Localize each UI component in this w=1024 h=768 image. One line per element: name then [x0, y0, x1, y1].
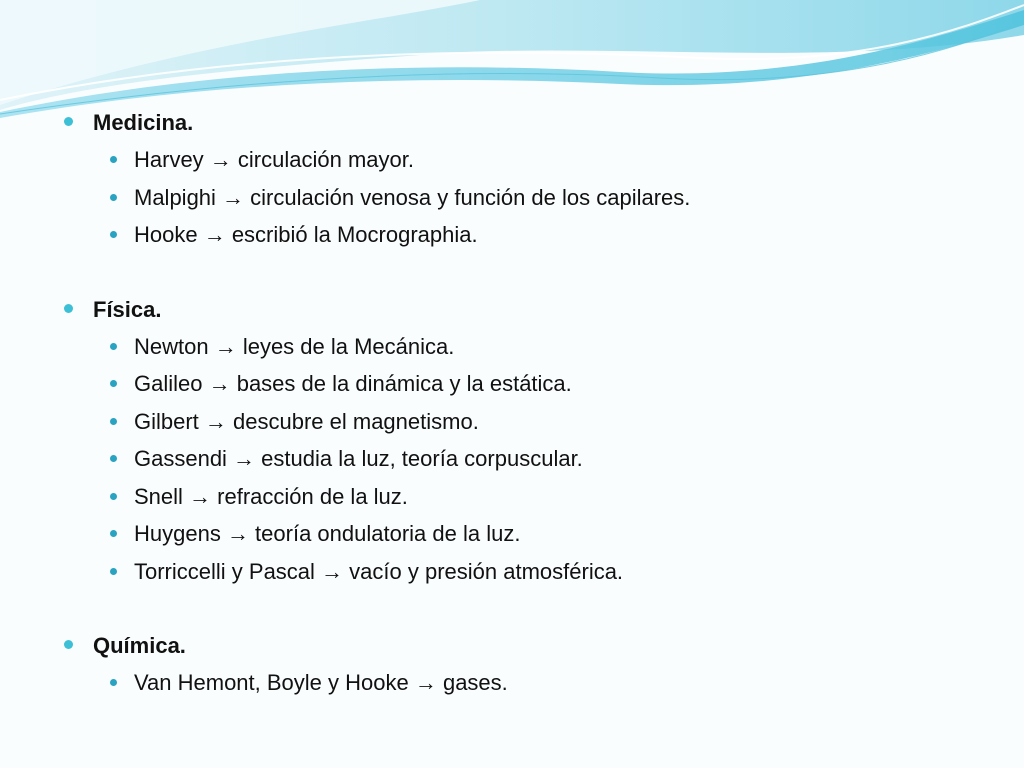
item-text: Harvey → circulación mayor. — [134, 147, 414, 172]
section-fisica — [62, 291, 1002, 591]
bullet-icon — [110, 530, 117, 537]
bullet-icon — [110, 418, 117, 425]
heading-text: Medicina. — [93, 110, 194, 135]
list-item — [62, 403, 1002, 441]
list-item — [62, 440, 1002, 478]
list-item — [62, 179, 1002, 217]
bullet-icon — [64, 640, 73, 649]
list-item — [62, 141, 1002, 179]
list-item — [62, 328, 1002, 366]
item-text: Gilbert → descubre el magnetismo. — [134, 408, 479, 434]
item-text: Malpighi → circulación venosa y función de los capilares. — [134, 184, 691, 210]
bullet-icon — [110, 231, 117, 238]
section-quimica — [62, 627, 1002, 702]
bullet-icon — [110, 568, 117, 575]
item-text: Newton → leyes de la Mecánica. — [134, 333, 455, 359]
item-text: Gassendi → estudia la luz, teoría corpuscular. — [134, 446, 583, 471]
item-text: Snell → refracción de la luz. — [134, 483, 408, 509]
heading-text: Química. — [93, 633, 186, 658]
item-text: Hooke → escribió la Mocrographia. — [134, 222, 478, 247]
bullet-icon — [110, 493, 117, 500]
slide-content — [62, 104, 1002, 739]
bullet-icon — [110, 156, 117, 163]
section-heading — [62, 627, 1002, 664]
heading-text: Física. — [93, 296, 162, 322]
bullet-icon — [64, 117, 73, 126]
section-heading — [62, 291, 1002, 328]
bullet-icon — [64, 304, 73, 313]
list-item — [62, 553, 1002, 591]
item-text: Torriccelli y Pascal → vacío y presión atmosférica. — [134, 558, 624, 584]
list-item — [62, 216, 1002, 254]
bullet-icon — [110, 455, 117, 462]
bullet-icon — [110, 343, 117, 350]
bullet-icon — [110, 679, 117, 686]
list-item — [62, 365, 1002, 403]
list-item — [62, 478, 1002, 516]
section-heading — [62, 104, 1002, 141]
item-text: Huygens → teoría ondulatoria de la luz. — [134, 521, 521, 546]
list-item — [62, 664, 1002, 702]
list-item — [62, 515, 1002, 553]
bullet-icon — [110, 380, 117, 387]
item-text: Galileo → bases de la dinámica y la estática. — [134, 371, 572, 396]
bullet-icon — [110, 194, 117, 201]
section-medicina — [62, 104, 1002, 254]
item-text: Van Hemont, Boyle y Hooke → gases. — [134, 670, 508, 695]
